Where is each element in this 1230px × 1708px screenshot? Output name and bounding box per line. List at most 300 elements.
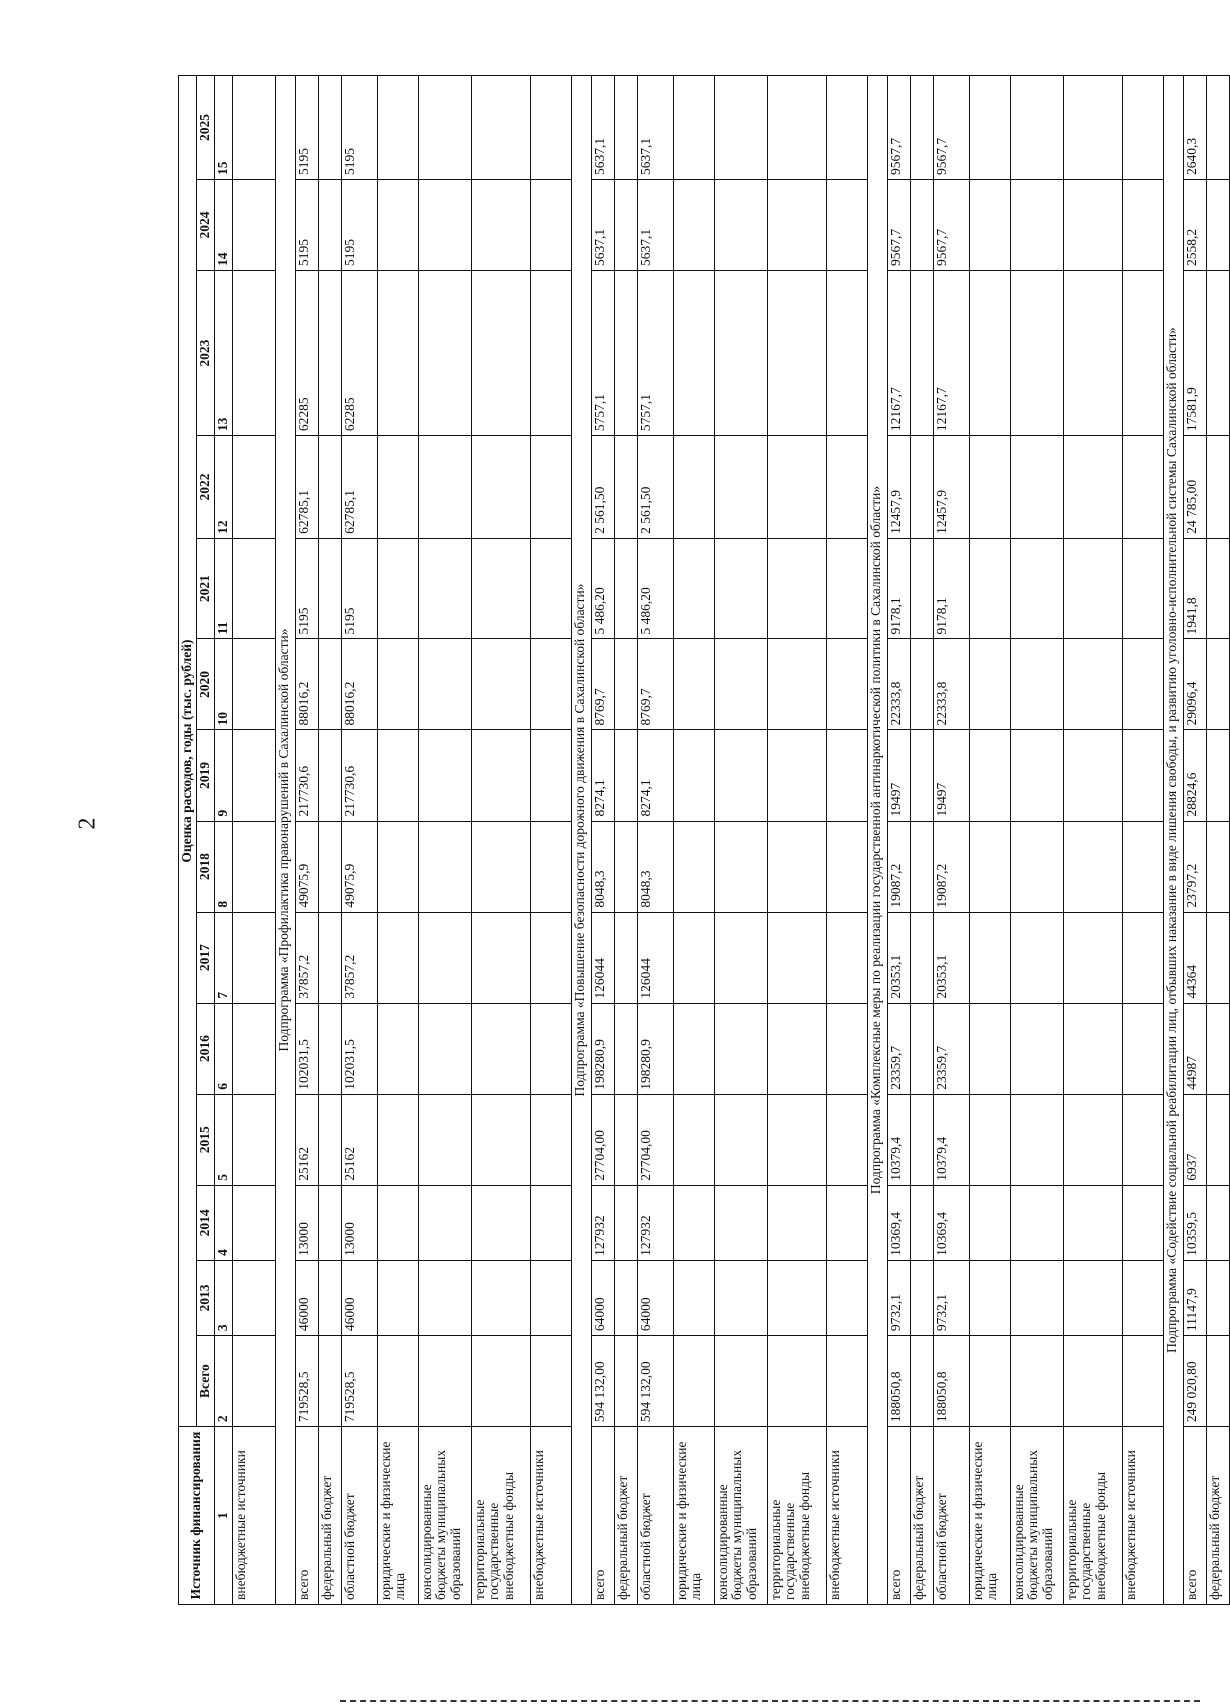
cell-value: 23359,7 [933,1003,969,1094]
financing-table [178,75,1230,1605]
cell-value: 37857,2 [341,912,377,1003]
cell-value [377,912,418,1003]
cell-value [969,271,1010,436]
cell-value [826,271,867,436]
cell-value [826,1336,867,1427]
cell-value: 5637,1 [637,179,673,270]
cell-value [969,436,1010,539]
cell-value [471,436,530,539]
cell-value [910,639,933,730]
cell-value [767,1336,826,1427]
cell-value [614,1260,637,1335]
cell-value: 12167,7 [887,271,910,436]
cell-value: 46000 [341,1260,377,1335]
cell-value [318,1185,341,1260]
cell-value [377,271,418,436]
cell-value [673,76,714,180]
cell-value [1063,271,1122,436]
header-year: 2015 [196,1094,214,1185]
table-row [295,76,318,1605]
cell-value: 22333,8 [887,639,910,730]
cell-value: 5757,1 [637,271,673,436]
cell-value [969,730,1010,821]
cell-value [714,271,767,436]
cell-value [1122,639,1163,730]
cell-value [418,538,471,639]
cell-value [318,821,341,912]
cell-value: 719528,5 [341,1336,377,1427]
table-row [714,76,767,1605]
cell-value: 12457,9 [933,436,969,539]
cell-value: 5637,1 [637,76,673,180]
cell-value: 5195 [341,179,377,270]
cell-value [767,1185,826,1260]
cell-value [418,179,471,270]
cell-value: 217730,6 [295,730,318,821]
cell-value [318,179,341,270]
cell-value [1063,730,1122,821]
column-number: 14 [214,179,232,270]
cell-value [418,1185,471,1260]
cell-value: 9732,1 [887,1260,910,1335]
cell-value [614,730,637,821]
table-row [637,76,673,1605]
cell-value [377,436,418,539]
cell-value [1063,538,1122,639]
cell-value [1206,271,1229,436]
cell-value [1063,821,1122,912]
cell-value: 102031,5 [341,1003,377,1094]
cell-value: 49075,9 [341,821,377,912]
column-numbers-row [214,76,232,1605]
cell-value [614,436,637,539]
cell-value: 127932 [591,1185,614,1260]
cell-value: 46000 [295,1260,318,1335]
table-row [1122,76,1163,1605]
cell-value [614,912,637,1003]
cell-value [714,821,767,912]
cell-value [232,821,275,912]
table-row [1010,76,1063,1605]
cell-value [1063,436,1122,539]
cell-value [530,1094,571,1185]
cell-value [318,730,341,821]
cell-value [1206,76,1229,180]
cell-value [826,639,867,730]
cell-value: 2 561,50 [637,436,673,539]
cell-value [673,436,714,539]
cell-value [530,1003,571,1094]
cell-value [418,1094,471,1185]
cell-value [318,1094,341,1185]
cell-value [1063,639,1122,730]
cell-value [1063,1336,1122,1427]
cell-value [614,639,637,730]
table-row [673,76,714,1605]
cell-value [232,1260,275,1335]
table-row [1206,76,1229,1605]
cell-value: 9178,1 [933,538,969,639]
cell-value [1063,1094,1122,1185]
cell-value [1010,639,1063,730]
cell-value [377,639,418,730]
table-row [826,76,867,1605]
cell-value [232,1094,275,1185]
cell-value [910,1336,933,1427]
cell-value: 188050,8 [933,1336,969,1427]
subprogram-title: Подпрограмма «Профилактика правонарушений в Сахалинской области» [275,76,295,1605]
cell-value [232,538,275,639]
cell-value [969,538,1010,639]
cell-value [1010,271,1063,436]
cell-value [530,1336,571,1427]
cell-value [1206,1003,1229,1094]
cell-value [530,912,571,1003]
cell-value: 62285 [295,271,318,436]
cell-value: 20353,1 [887,912,910,1003]
cell-value: 102031,5 [295,1003,318,1094]
cell-value [910,1003,933,1094]
cell-value: 17581,9 [1183,271,1206,436]
cell-value: 62785,1 [341,436,377,539]
cell-value: 23797,2 [1183,821,1206,912]
cell-value [1010,76,1063,180]
cell-value [1206,1336,1229,1427]
cell-value: 2640,3 [1183,76,1206,180]
table-row [232,76,275,1605]
cell-value [767,821,826,912]
cell-value [673,1260,714,1335]
cell-value [377,76,418,180]
cell-value: 719528,5 [295,1336,318,1427]
header-total: Всего [196,1336,214,1427]
cell-value [418,1003,471,1094]
cell-value: 8048,3 [637,821,673,912]
header-year: 2019 [196,730,214,821]
cell-value [767,538,826,639]
cell-value [969,821,1010,912]
cell-value [714,1260,767,1335]
cell-value [530,179,571,270]
cell-value [614,76,637,180]
subprogram-title-row [571,76,591,1605]
cell-value: 64000 [591,1260,614,1335]
cell-value [1010,1094,1063,1185]
header-year: 2013 [196,1260,214,1335]
cell-value: 10379,4 [933,1094,969,1185]
cell-value [767,912,826,1003]
cell-value [232,1185,275,1260]
cell-value [767,639,826,730]
cell-value: 8769,7 [637,639,673,730]
cell-value [826,821,867,912]
cell-value [530,436,571,539]
row-label: внебюджетные источники [826,1427,867,1605]
cell-value: 62285 [341,271,377,436]
cell-value [1122,1094,1163,1185]
cell-value: 8274,1 [637,730,673,821]
header-year: 2018 [196,821,214,912]
cell-value [418,76,471,180]
cell-value [1206,1094,1229,1185]
cell-value [1122,1003,1163,1094]
cell-value: 5195 [295,538,318,639]
cell-value [232,912,275,1003]
row-label: юридические и физические лица [377,1427,418,1605]
cell-value: 27704,00 [591,1094,614,1185]
column-number: 5 [214,1094,232,1185]
cell-value [767,1260,826,1335]
cell-value [1206,639,1229,730]
cell-value [1122,76,1163,180]
row-label: юридические и физические лица [673,1427,714,1605]
cell-value: 88016,2 [341,639,377,730]
cell-value [232,730,275,821]
cell-value [471,1003,530,1094]
cell-value: 62785,1 [295,436,318,539]
row-label: всего [295,1427,318,1605]
cell-value [910,730,933,821]
cell-value: 1941,8 [1183,538,1206,639]
cell-value: 37857,2 [295,912,318,1003]
cell-value [377,730,418,821]
cell-value [1122,730,1163,821]
row-label: консолидированные бюджеты муниципальных образований [418,1427,471,1605]
cell-value [1206,1185,1229,1260]
cell-value [767,76,826,180]
cell-value [673,271,714,436]
cell-value [614,271,637,436]
cell-value: 126044 [637,912,673,1003]
header-year: 2025 [196,76,214,180]
row-label: юридические и физические лица [969,1427,1010,1605]
cell-value [1010,821,1063,912]
cell-value [614,179,637,270]
cell-value: 11147,9 [1183,1260,1206,1335]
cell-value [232,436,275,539]
table-row [530,76,571,1605]
cell-value: 12457,9 [887,436,910,539]
table-row [933,76,969,1605]
cell-value [1063,1003,1122,1094]
cell-value [1063,1260,1122,1335]
cell-value [614,538,637,639]
cell-value [530,1260,571,1335]
cell-value [826,1260,867,1335]
cell-value [530,538,571,639]
cell-value [767,179,826,270]
row-label: областной бюджет [341,1427,377,1605]
cell-value [1122,436,1163,539]
cell-value [826,912,867,1003]
cell-value [530,1185,571,1260]
cell-value: 9732,1 [933,1260,969,1335]
cell-value [614,821,637,912]
column-number: 6 [214,1003,232,1094]
cell-value [614,1094,637,1185]
cell-value [673,730,714,821]
cell-value [1010,1185,1063,1260]
row-label: федеральный бюджет [1206,1427,1229,1605]
cell-value [910,76,933,180]
subprogram-title: Подпрограмма «Повышение безопасности дорожного движения в Сахалинской области» [571,76,591,1605]
table-row [341,76,377,1605]
header-year: 2020 [196,639,214,730]
cell-value [232,271,275,436]
cell-value [1063,76,1122,180]
column-number: 12 [214,436,232,539]
cell-value [673,1003,714,1094]
cell-value [377,1260,418,1335]
cell-value: 127932 [637,1185,673,1260]
table-row [969,76,1010,1605]
cell-value: 44364 [1183,912,1206,1003]
cell-value: 10359,5 [1183,1185,1206,1260]
rotated-table-wrapper [178,75,1222,1605]
cell-value [418,639,471,730]
row-label: территориальные государственные внебюджетные фонды [471,1427,530,1605]
cell-value [232,179,275,270]
cell-value: 22333,8 [933,639,969,730]
cell-value [910,538,933,639]
cell-value: 5 486,20 [591,538,614,639]
column-number: 10 [214,639,232,730]
cell-value [471,730,530,821]
cell-value: 5 486,20 [637,538,673,639]
row-label: областной бюджет [933,1427,969,1605]
cell-value [969,912,1010,1003]
cell-value [377,1094,418,1185]
cell-value [1010,1336,1063,1427]
header-year: 2022 [196,436,214,539]
cell-value: 217730,6 [341,730,377,821]
cell-value [530,271,571,436]
cell-value [910,179,933,270]
header-year: 2016 [196,1003,214,1094]
cell-value: 19497 [887,730,910,821]
cell-value [318,1260,341,1335]
cell-value: 64000 [637,1260,673,1335]
cell-value [910,821,933,912]
row-label: консолидированные бюджеты муниципальных образований [714,1427,767,1605]
row-label: федеральный бюджет [614,1427,637,1605]
cell-value: 44987 [1183,1003,1206,1094]
cell-value: 9567,7 [933,179,969,270]
cell-value [1010,1003,1063,1094]
cell-value [969,1094,1010,1185]
cell-value: 25162 [341,1094,377,1185]
cell-value: 9567,7 [887,179,910,270]
row-label: всего [591,1427,614,1605]
cell-value [418,730,471,821]
row-label: внебюджетные источники [1122,1427,1163,1605]
cell-value [969,1003,1010,1094]
cell-value [377,1336,418,1427]
cell-value [614,1185,637,1260]
cell-value [910,1094,933,1185]
table-row [377,76,418,1605]
cell-value: 12167,7 [933,271,969,436]
cell-value [232,1003,275,1094]
cell-value [471,179,530,270]
cell-value [673,1185,714,1260]
page-number: 2 [74,817,101,830]
cell-value [418,436,471,539]
cell-value: 594 132,00 [637,1336,673,1427]
cell-value [1206,436,1229,539]
cell-value [614,1336,637,1427]
row-label: областной бюджет [637,1427,673,1605]
cell-value [714,912,767,1003]
table-row [418,76,471,1605]
row-label: внебюджетные источники [232,1427,275,1605]
cell-value [969,1336,1010,1427]
cell-value [969,1260,1010,1335]
cell-value: 13000 [341,1185,377,1260]
cell-value [471,1094,530,1185]
cell-value [1122,1185,1163,1260]
table-row [767,76,826,1605]
subprogram-title-row [867,76,887,1605]
cell-value [318,912,341,1003]
cell-value [714,639,767,730]
cell-value [714,1185,767,1260]
cell-value [1206,730,1229,821]
cell-value [826,730,867,821]
header-year: 2021 [196,538,214,639]
cell-value: 5637,1 [591,179,614,270]
cell-value [318,1336,341,1427]
cell-value [232,76,275,180]
cell-value [530,730,571,821]
row-label: федеральный бюджет [910,1427,933,1605]
cell-value: 8048,3 [591,821,614,912]
cell-value [673,538,714,639]
cell-value [530,821,571,912]
cell-value [1206,538,1229,639]
cell-value [969,76,1010,180]
cell-value [471,912,530,1003]
cell-value: 10369,4 [933,1185,969,1260]
cell-value [969,1185,1010,1260]
cell-value [826,179,867,270]
cell-value [969,179,1010,270]
column-number: 3 [214,1260,232,1335]
cell-value [1010,730,1063,821]
cell-value: 28824,6 [1183,730,1206,821]
cell-value [471,76,530,180]
cell-value [471,538,530,639]
cell-value [318,76,341,180]
cell-value: 29096,4 [1183,639,1206,730]
cell-value [232,639,275,730]
cell-value: 10379,4 [887,1094,910,1185]
table-row [591,76,614,1605]
cell-value [673,639,714,730]
cell-value: 2 561,50 [591,436,614,539]
cell-value: 19497 [933,730,969,821]
cell-value [318,271,341,436]
cell-value [714,538,767,639]
cell-value: 8274,1 [591,730,614,821]
cell-value [767,271,826,436]
row-label: всего [887,1427,910,1605]
row-label: консолидированные бюджеты муниципальных образований [1010,1427,1063,1605]
subprogram-title-row [1163,76,1183,1605]
table-row [887,76,910,1605]
cell-value [1010,912,1063,1003]
cell-value [1206,179,1229,270]
